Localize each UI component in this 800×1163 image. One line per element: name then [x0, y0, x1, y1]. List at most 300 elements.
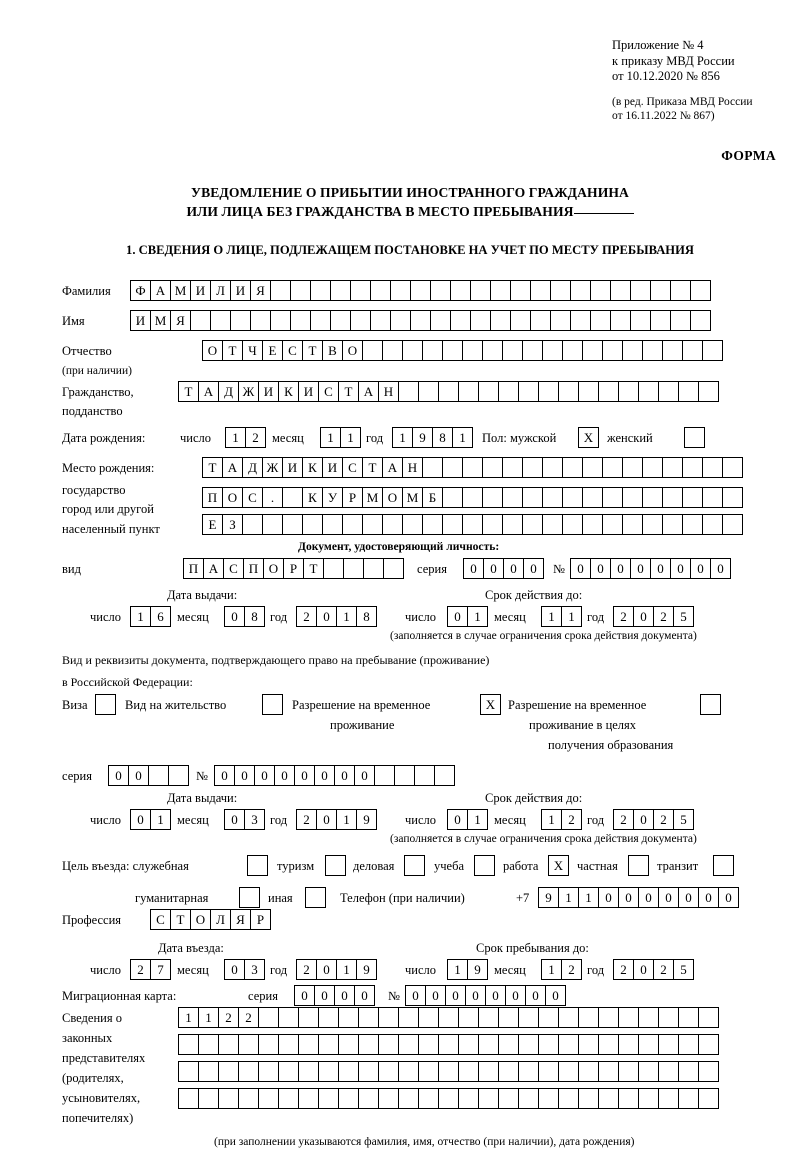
- form-cell[interactable]: [442, 457, 463, 478]
- form-cell[interactable]: И: [298, 381, 319, 402]
- form-cell[interactable]: 1: [178, 1007, 199, 1028]
- form-cell[interactable]: [422, 457, 443, 478]
- doc-number-cells[interactable]: [570, 558, 730, 579]
- form-cell[interactable]: С: [318, 381, 339, 402]
- form-cell[interactable]: Б: [422, 487, 443, 508]
- form-cell[interactable]: Т: [302, 340, 323, 361]
- form-cell[interactable]: [622, 487, 643, 508]
- form-cell[interactable]: 2: [296, 606, 317, 627]
- form-cell[interactable]: [690, 280, 711, 301]
- form-cell[interactable]: [330, 280, 351, 301]
- form-cell[interactable]: [323, 558, 344, 579]
- form-cell[interactable]: [562, 487, 583, 508]
- form-cell[interactable]: 2: [613, 959, 634, 980]
- form-cell[interactable]: О: [382, 487, 403, 508]
- form-cell[interactable]: [458, 1061, 479, 1082]
- form-cell[interactable]: [318, 1088, 339, 1109]
- form-cell[interactable]: [598, 381, 619, 402]
- form-cell[interactable]: Т: [222, 340, 243, 361]
- form-cell[interactable]: [562, 340, 583, 361]
- form-cell[interactable]: 0: [650, 558, 671, 579]
- form-cell[interactable]: 2: [238, 1007, 259, 1028]
- form-cell[interactable]: 1: [558, 887, 579, 908]
- form-cell[interactable]: [598, 1088, 619, 1109]
- residence-permit-checkbox[interactable]: [262, 694, 283, 715]
- form-cell[interactable]: [702, 457, 723, 478]
- form-cell[interactable]: [318, 1007, 339, 1028]
- form-cell[interactable]: [358, 1061, 379, 1082]
- form-cell[interactable]: 1: [578, 887, 599, 908]
- purpose-official-checkbox[interactable]: [247, 855, 268, 876]
- form-cell[interactable]: [198, 1061, 219, 1082]
- form-cell[interactable]: [518, 1088, 539, 1109]
- form-cell[interactable]: [702, 340, 723, 361]
- migration-series-cells[interactable]: [294, 985, 374, 1006]
- form-cell[interactable]: [542, 457, 563, 478]
- form-cell[interactable]: 1: [198, 1007, 219, 1028]
- form-cell[interactable]: [258, 1088, 279, 1109]
- form-cell[interactable]: 9: [356, 809, 377, 830]
- form-cell[interactable]: [168, 765, 189, 786]
- form-cell[interactable]: [298, 1007, 319, 1028]
- form-cell[interactable]: [678, 1007, 699, 1028]
- form-cell[interactable]: [378, 1007, 399, 1028]
- form-cell[interactable]: [318, 1034, 339, 1055]
- form-cell[interactable]: [638, 1034, 659, 1055]
- form-cell[interactable]: [690, 310, 711, 331]
- form-cell[interactable]: В: [322, 340, 343, 361]
- form-cell[interactable]: [242, 514, 263, 535]
- birth-day-cells[interactable]: [225, 427, 265, 448]
- form-cell[interactable]: 0: [405, 985, 426, 1006]
- form-cell[interactable]: [682, 340, 703, 361]
- form-cell[interactable]: [450, 280, 471, 301]
- form-cell[interactable]: [538, 1034, 559, 1055]
- form-cell[interactable]: [550, 310, 571, 331]
- form-cell[interactable]: [490, 310, 511, 331]
- form-cell[interactable]: [518, 381, 539, 402]
- form-cell[interactable]: [418, 1061, 439, 1082]
- form-cell[interactable]: [418, 381, 439, 402]
- form-cell[interactable]: [542, 340, 563, 361]
- form-cell[interactable]: [658, 381, 679, 402]
- form-cell[interactable]: 0: [214, 765, 235, 786]
- citizenship-cells[interactable]: [178, 381, 718, 402]
- form-cell[interactable]: 0: [610, 558, 631, 579]
- purpose-humanitarian-checkbox[interactable]: [239, 887, 260, 908]
- form-cell[interactable]: [578, 1007, 599, 1028]
- form-cell[interactable]: [622, 457, 643, 478]
- form-cell[interactable]: Н: [402, 457, 423, 478]
- form-cell[interactable]: [658, 1088, 679, 1109]
- form-cell[interactable]: 0: [698, 887, 719, 908]
- form-cell[interactable]: И: [230, 280, 251, 301]
- form-cell[interactable]: 0: [718, 887, 739, 908]
- form-cell[interactable]: 1: [336, 809, 357, 830]
- form-cell[interactable]: [210, 310, 231, 331]
- form-cell[interactable]: [518, 1061, 539, 1082]
- form-cell[interactable]: [602, 457, 623, 478]
- form-cell[interactable]: О: [263, 558, 284, 579]
- form-cell[interactable]: [602, 514, 623, 535]
- form-cell[interactable]: М: [170, 280, 191, 301]
- form-cell[interactable]: 0: [334, 765, 355, 786]
- form-cell[interactable]: [330, 310, 351, 331]
- form-cell[interactable]: [498, 1061, 519, 1082]
- form-cell[interactable]: 8: [432, 427, 453, 448]
- form-cell[interactable]: 0: [658, 887, 679, 908]
- form-cell[interactable]: Я: [250, 280, 271, 301]
- form-cell[interactable]: 0: [618, 887, 639, 908]
- form-cell[interactable]: [642, 514, 663, 535]
- form-cell[interactable]: Д: [242, 457, 263, 478]
- form-cell[interactable]: [278, 1088, 299, 1109]
- form-cell[interactable]: [590, 280, 611, 301]
- form-cell[interactable]: [430, 280, 451, 301]
- form-cell[interactable]: К: [302, 457, 323, 478]
- form-cell[interactable]: [542, 487, 563, 508]
- legal-rep-row3-cells[interactable]: [178, 1061, 718, 1082]
- form-cell[interactable]: 0: [690, 558, 711, 579]
- form-cell[interactable]: [462, 514, 483, 535]
- form-cell[interactable]: [642, 457, 663, 478]
- form-cell[interactable]: Ф: [130, 280, 151, 301]
- form-cell[interactable]: 0: [130, 809, 151, 830]
- form-cell[interactable]: 1: [467, 809, 488, 830]
- form-cell[interactable]: [558, 1088, 579, 1109]
- form-cell[interactable]: 1: [336, 959, 357, 980]
- form-cell[interactable]: [278, 1034, 299, 1055]
- form-cell[interactable]: 1: [447, 959, 468, 980]
- form-cell[interactable]: Ж: [238, 381, 259, 402]
- form-cell[interactable]: 0: [425, 985, 446, 1006]
- form-cell[interactable]: [462, 340, 483, 361]
- form-cell[interactable]: [362, 514, 383, 535]
- form-cell[interactable]: [258, 1061, 279, 1082]
- form-cell[interactable]: [148, 765, 169, 786]
- form-cell[interactable]: С: [242, 487, 263, 508]
- form-cell[interactable]: [398, 1034, 419, 1055]
- temp-permit-checkbox[interactable]: X: [480, 694, 501, 715]
- form-cell[interactable]: [350, 310, 371, 331]
- form-cell[interactable]: [370, 310, 391, 331]
- form-cell[interactable]: К: [278, 381, 299, 402]
- form-cell[interactable]: 0: [463, 558, 484, 579]
- form-cell[interactable]: [498, 1088, 519, 1109]
- form-cell[interactable]: [670, 310, 691, 331]
- form-cell[interactable]: 2: [561, 809, 582, 830]
- form-cell[interactable]: [462, 457, 483, 478]
- form-cell[interactable]: А: [382, 457, 403, 478]
- form-cell[interactable]: 0: [638, 887, 659, 908]
- form-cell[interactable]: [682, 487, 703, 508]
- form-cell[interactable]: 9: [412, 427, 433, 448]
- form-cell[interactable]: [418, 1088, 439, 1109]
- phone-cells[interactable]: [538, 887, 738, 908]
- form-cell[interactable]: А: [358, 381, 379, 402]
- permit-valid-year-cells[interactable]: [613, 809, 693, 830]
- doc-issue-year-cells[interactable]: [296, 606, 376, 627]
- legal-rep-row2-cells[interactable]: [178, 1034, 718, 1055]
- form-cell[interactable]: 9: [467, 959, 488, 980]
- form-cell[interactable]: [402, 340, 423, 361]
- form-cell[interactable]: С: [223, 558, 244, 579]
- birthplace-city-row1-cells[interactable]: [202, 487, 742, 508]
- form-cell[interactable]: 1: [150, 809, 171, 830]
- form-cell[interactable]: [498, 1034, 519, 1055]
- form-cell[interactable]: Ч: [242, 340, 263, 361]
- form-cell[interactable]: 0: [316, 809, 337, 830]
- form-cell[interactable]: [478, 1061, 499, 1082]
- birth-year-cells[interactable]: [392, 427, 472, 448]
- form-cell[interactable]: [322, 514, 343, 535]
- stay-day-cells[interactable]: [447, 959, 487, 980]
- form-cell[interactable]: 9: [356, 959, 377, 980]
- form-cell[interactable]: 0: [710, 558, 731, 579]
- form-cell[interactable]: [470, 280, 491, 301]
- form-cell[interactable]: 0: [234, 765, 255, 786]
- form-cell[interactable]: [510, 280, 531, 301]
- doc-issue-day-cells[interactable]: [130, 606, 170, 627]
- permit-issue-day-cells[interactable]: [130, 809, 170, 830]
- form-cell[interactable]: 2: [218, 1007, 239, 1028]
- form-cell[interactable]: [478, 1034, 499, 1055]
- form-cell[interactable]: [502, 340, 523, 361]
- form-cell[interactable]: [670, 280, 691, 301]
- entry-day-cells[interactable]: [130, 959, 170, 980]
- legal-rep-row1-cells[interactable]: [178, 1007, 718, 1028]
- form-cell[interactable]: 7: [150, 959, 171, 980]
- form-cell[interactable]: [430, 310, 451, 331]
- form-cell[interactable]: [414, 765, 435, 786]
- form-cell[interactable]: [302, 514, 323, 535]
- form-cell[interactable]: 5: [673, 606, 694, 627]
- form-cell[interactable]: [558, 1034, 579, 1055]
- form-cell[interactable]: Т: [202, 457, 223, 478]
- form-cell[interactable]: 0: [483, 558, 504, 579]
- form-cell[interactable]: 0: [354, 765, 375, 786]
- doc-valid-day-cells[interactable]: [447, 606, 487, 627]
- form-cell[interactable]: 1: [320, 427, 341, 448]
- form-cell[interactable]: [218, 1088, 239, 1109]
- form-cell[interactable]: [178, 1088, 199, 1109]
- form-cell[interactable]: У: [322, 487, 343, 508]
- form-cell[interactable]: [270, 310, 291, 331]
- form-cell[interactable]: [722, 487, 743, 508]
- form-cell[interactable]: 0: [633, 809, 654, 830]
- form-cell[interactable]: [422, 340, 443, 361]
- form-cell[interactable]: [378, 1034, 399, 1055]
- entry-month-cells[interactable]: [224, 959, 264, 980]
- form-cell[interactable]: 0: [598, 887, 619, 908]
- form-cell[interactable]: [410, 280, 431, 301]
- form-cell[interactable]: 2: [561, 959, 582, 980]
- form-cell[interactable]: 1: [392, 427, 413, 448]
- form-cell[interactable]: [410, 310, 431, 331]
- form-cell[interactable]: [578, 381, 599, 402]
- form-cell[interactable]: [502, 487, 523, 508]
- form-cell[interactable]: 0: [447, 606, 468, 627]
- form-cell[interactable]: 0: [314, 765, 335, 786]
- form-cell[interactable]: [662, 514, 683, 535]
- form-cell[interactable]: [618, 1088, 639, 1109]
- form-cell[interactable]: [522, 457, 543, 478]
- form-cell[interactable]: [478, 381, 499, 402]
- form-cell[interactable]: 3: [244, 959, 265, 980]
- form-cell[interactable]: 0: [503, 558, 524, 579]
- form-cell[interactable]: [678, 1061, 699, 1082]
- form-cell[interactable]: [198, 1088, 219, 1109]
- form-cell[interactable]: [258, 1007, 279, 1028]
- form-cell[interactable]: 6: [150, 606, 171, 627]
- form-cell[interactable]: [698, 1061, 719, 1082]
- form-cell[interactable]: [290, 280, 311, 301]
- form-cell[interactable]: [622, 340, 643, 361]
- form-cell[interactable]: 0: [485, 985, 506, 1006]
- form-cell[interactable]: [482, 340, 503, 361]
- form-cell[interactable]: [610, 280, 631, 301]
- form-cell[interactable]: [458, 1007, 479, 1028]
- form-cell[interactable]: [562, 457, 583, 478]
- edu-permit-checkbox[interactable]: [700, 694, 721, 715]
- form-cell[interactable]: [558, 1061, 579, 1082]
- form-cell[interactable]: 1: [225, 427, 246, 448]
- form-cell[interactable]: Т: [303, 558, 324, 579]
- form-cell[interactable]: [698, 1034, 719, 1055]
- stay-month-cells[interactable]: [541, 959, 581, 980]
- form-cell[interactable]: [390, 280, 411, 301]
- form-cell[interactable]: Т: [362, 457, 383, 478]
- permit-issue-month-cells[interactable]: [224, 809, 264, 830]
- form-cell[interactable]: [462, 487, 483, 508]
- form-cell[interactable]: 0: [316, 606, 337, 627]
- form-cell[interactable]: [598, 1061, 619, 1082]
- form-cell[interactable]: [722, 457, 743, 478]
- form-cell[interactable]: [422, 514, 443, 535]
- form-cell[interactable]: 9: [538, 887, 559, 908]
- form-cell[interactable]: [638, 1061, 659, 1082]
- form-cell[interactable]: [250, 310, 271, 331]
- form-cell[interactable]: [682, 514, 703, 535]
- form-cell[interactable]: И: [282, 457, 303, 478]
- form-cell[interactable]: [630, 310, 651, 331]
- form-cell[interactable]: [518, 1034, 539, 1055]
- form-cell[interactable]: 0: [570, 558, 591, 579]
- form-cell[interactable]: 0: [224, 959, 245, 980]
- form-cell[interactable]: [482, 457, 503, 478]
- doc-kind-cells[interactable]: [183, 558, 403, 579]
- form-cell[interactable]: [678, 381, 699, 402]
- form-cell[interactable]: 0: [314, 985, 335, 1006]
- form-cell[interactable]: Е: [262, 340, 283, 361]
- form-cell[interactable]: [570, 280, 591, 301]
- form-cell[interactable]: [618, 381, 639, 402]
- form-cell[interactable]: Н: [378, 381, 399, 402]
- form-cell[interactable]: О: [202, 340, 223, 361]
- form-cell[interactable]: [538, 381, 559, 402]
- form-cell[interactable]: 0: [354, 985, 375, 1006]
- form-cell[interactable]: [402, 514, 423, 535]
- form-cell[interactable]: [338, 1088, 359, 1109]
- form-cell[interactable]: [282, 514, 303, 535]
- form-cell[interactable]: 0: [224, 606, 245, 627]
- form-cell[interactable]: [338, 1007, 359, 1028]
- form-cell[interactable]: [238, 1034, 259, 1055]
- form-cell[interactable]: [458, 1034, 479, 1055]
- form-cell[interactable]: [498, 381, 519, 402]
- form-cell[interactable]: [438, 1034, 459, 1055]
- form-cell[interactable]: [418, 1034, 439, 1055]
- form-cell[interactable]: [190, 310, 211, 331]
- form-cell[interactable]: И: [322, 457, 343, 478]
- form-cell[interactable]: 0: [630, 558, 651, 579]
- form-cell[interactable]: [578, 1088, 599, 1109]
- form-cell[interactable]: [374, 765, 395, 786]
- form-cell[interactable]: 5: [673, 959, 694, 980]
- form-cell[interactable]: [598, 1007, 619, 1028]
- form-cell[interactable]: 2: [613, 809, 634, 830]
- form-cell[interactable]: [382, 514, 403, 535]
- form-cell[interactable]: 2: [653, 959, 674, 980]
- form-cell[interactable]: 3: [244, 809, 265, 830]
- form-cell[interactable]: [458, 1088, 479, 1109]
- form-cell[interactable]: 2: [245, 427, 266, 448]
- form-cell[interactable]: 0: [224, 809, 245, 830]
- form-cell[interactable]: [698, 1088, 719, 1109]
- form-cell[interactable]: [278, 1007, 299, 1028]
- purpose-work-checkbox[interactable]: X: [548, 855, 569, 876]
- form-cell[interactable]: [558, 381, 579, 402]
- form-cell[interactable]: [258, 1034, 279, 1055]
- form-cell[interactable]: Е: [202, 514, 223, 535]
- stay-year-cells[interactable]: [613, 959, 693, 980]
- form-cell[interactable]: [618, 1061, 639, 1082]
- form-cell[interactable]: 0: [294, 985, 315, 1006]
- form-cell[interactable]: М: [150, 310, 171, 331]
- form-cell[interactable]: [342, 514, 363, 535]
- form-cell[interactable]: [570, 310, 591, 331]
- permit-issue-year-cells[interactable]: [296, 809, 376, 830]
- form-cell[interactable]: [318, 1061, 339, 1082]
- permit-number-cells[interactable]: [214, 765, 454, 786]
- form-cell[interactable]: [438, 1007, 459, 1028]
- form-cell[interactable]: [310, 310, 331, 331]
- form-cell[interactable]: [530, 310, 551, 331]
- form-cell[interactable]: А: [203, 558, 224, 579]
- form-cell[interactable]: [298, 1088, 319, 1109]
- form-cell[interactable]: М: [362, 487, 383, 508]
- legal-rep-row4-cells[interactable]: [178, 1088, 718, 1109]
- form-cell[interactable]: [270, 280, 291, 301]
- form-cell[interactable]: [442, 340, 463, 361]
- form-cell[interactable]: 0: [254, 765, 275, 786]
- form-cell[interactable]: З: [222, 514, 243, 535]
- form-cell[interactable]: [630, 280, 651, 301]
- form-cell[interactable]: 0: [316, 959, 337, 980]
- form-cell[interactable]: [502, 457, 523, 478]
- purpose-tourism-checkbox[interactable]: [325, 855, 346, 876]
- form-cell[interactable]: 0: [108, 765, 129, 786]
- form-cell[interactable]: [638, 381, 659, 402]
- form-cell[interactable]: 0: [670, 558, 691, 579]
- form-cell[interactable]: [522, 514, 543, 535]
- form-cell[interactable]: [698, 381, 719, 402]
- form-cell[interactable]: 1: [541, 959, 562, 980]
- form-cell[interactable]: 2: [653, 606, 674, 627]
- form-cell[interactable]: [198, 1034, 219, 1055]
- form-cell[interactable]: [518, 1007, 539, 1028]
- form-cell[interactable]: 2: [653, 809, 674, 830]
